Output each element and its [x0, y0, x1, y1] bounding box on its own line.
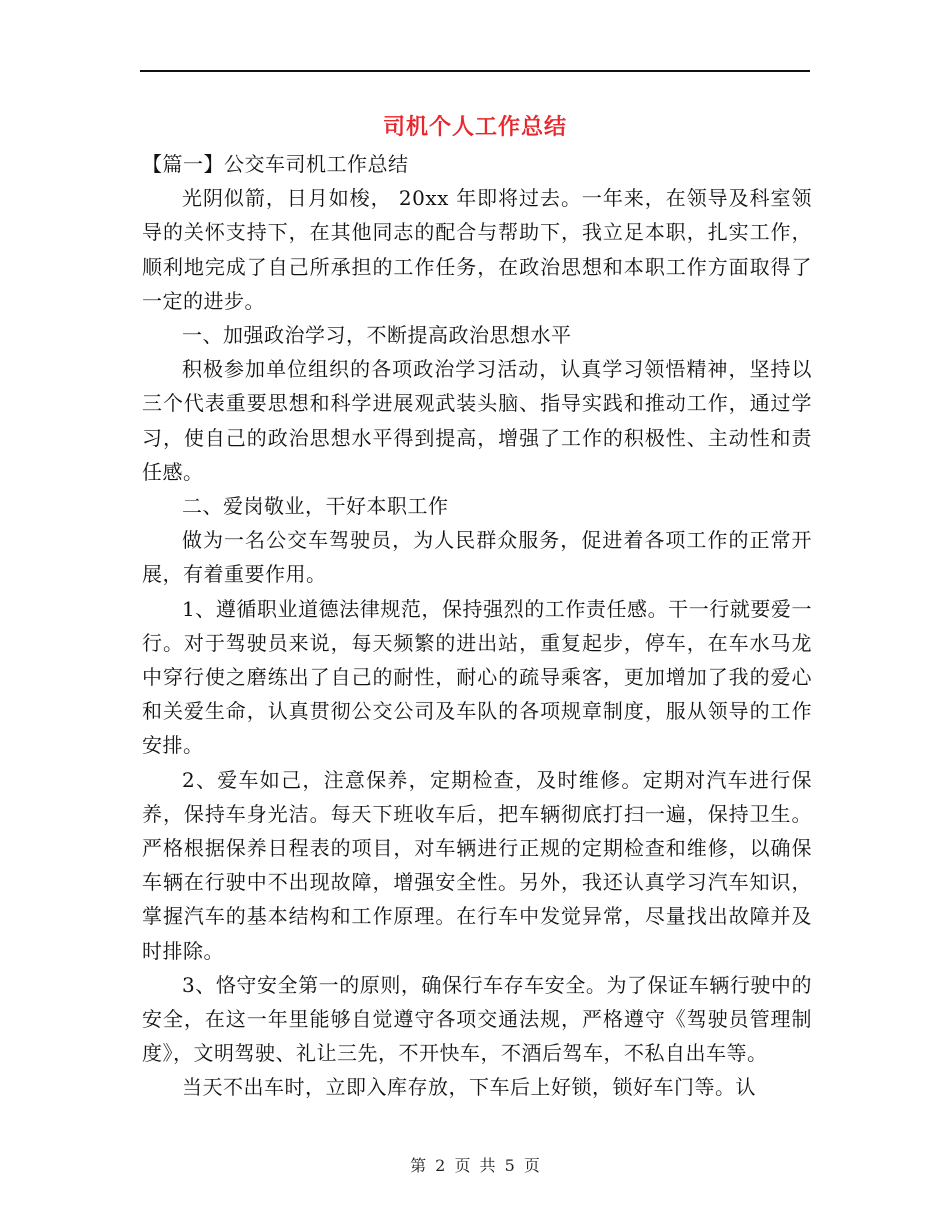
document-body: [142, 147, 812, 1105]
paragraph-point-2: 2、爱车如己，注意保养，定期检查，及时维修。定期对汽车进行保养，保持车身光洁。每天下班收车后，把车辆彻底打扫一遍，保持卫生。严格根据保养日程表的项目，对车辆进行正规的定期检查和维修，以确保车辆在行驶中不出现故障，增强安全性。另外，我还认真学习汽车知识，掌握汽车的基本结构和工作原理。在行车中发觉异常，尽量找出故障并及时排除。: [142, 767, 812, 963]
paragraph-bus-driver-role: 做为一名公交车驾驶员，为人民群众服务，促进着各项工作的正常开展，有着重要作用。: [142, 528, 812, 587]
section-heading: 【篇一】公交车司机工作总结: [142, 152, 409, 176]
paragraph-intro: 光阴似箭，日月如梭， 20xx 年即将过去。一年来，在领导及科室领导的关怀支持下，在其他同志的配合与帮助下，我立足本职，扎实工作，顺利地完成了自己所承担的工作任务，在政治思想和本职工作方面取得了一定的进步。: [142, 186, 812, 313]
document-title: 司机个人工作总结: [382, 115, 567, 140]
heading-dedication: 二、爱岗敬业，干好本职工作: [182, 494, 449, 519]
paragraph-point-1: 1、遵循职业道德法律规范，保持强烈的工作责任感。干一行就要爱一行。对于驾驶员来说，每天频繁的进出站，重复起步，停车，在车水马龙中穿行使之磨练出了自己的耐性，耐心的疏导乘客，更加增加了我的爱心和关爱生命，认真贯彻公交公司及车队的各项规章制度，服从领导的工作安排。: [142, 596, 812, 758]
paragraph-political-study: 积极参加单位组织的各项政治学习活动，认真学习领悟精神，坚持以三个代表重要思想和科学进展观武装头脑、指导实践和推动工作，通过学习，使自己的政治思想水平得到提高，增强了工作的积极性、主动性和责任感。: [142, 357, 812, 484]
page-number: 第 2 页 共 5 页: [410, 1156, 540, 1175]
heading-political-study: 一、加强政治学习，不断提高政治思想水平: [182, 323, 572, 348]
paragraph-point-3: 3、恪守安全第一的原则，确保行车存车安全。为了保证车辆行驶中的安全，在这一年里能够自觉遵守各项交通法规，严格遵守《驾驶员管理制度》，文明驾驶、礼让三先，不开快车，不酒后驾车，不私自出车等。: [142, 972, 812, 1066]
paragraph-parking: 当天不出车时，立即入库存放，下车后上好锁，锁好车门等。认: [182, 1075, 756, 1100]
header-rule: [140, 70, 810, 72]
